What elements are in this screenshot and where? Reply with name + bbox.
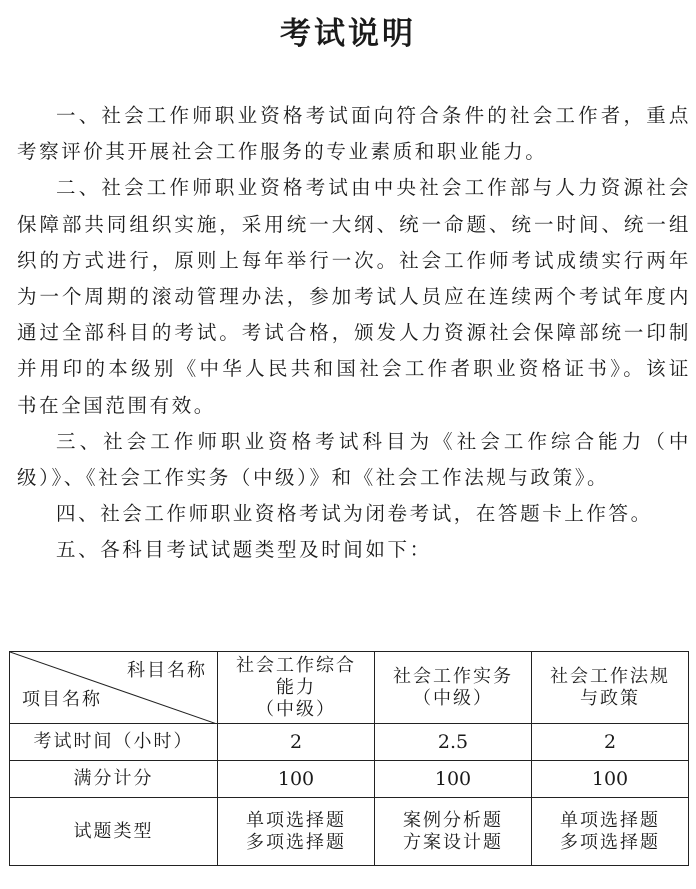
question-type-1-line2: 多项选择题	[246, 831, 346, 853]
document-body	[17, 98, 691, 569]
table-header-row	[10, 652, 689, 724]
table-row	[10, 798, 689, 866]
subject-1-line3: （中级）	[256, 698, 336, 720]
page-title: 考试说明	[280, 16, 416, 52]
header-item-label: 项目名称	[22, 689, 102, 710]
question-type-cell-1	[218, 798, 375, 866]
subject-2-line1: 社会工作实务	[393, 665, 513, 687]
subject-header-1	[218, 652, 375, 724]
subject-header-2	[375, 652, 532, 724]
exam-table	[9, 651, 689, 866]
question-type-1-line1: 单项选择题	[246, 809, 346, 831]
subject-1-line1: 社会工作综合	[236, 654, 356, 676]
table-row	[10, 724, 689, 761]
exam-time-value-3: 2	[532, 724, 689, 761]
full-score-value-2: 100	[375, 761, 532, 798]
question-type-2-line2: 方案设计题	[403, 831, 503, 853]
question-type-cell-3	[532, 798, 689, 866]
paragraph-3: 三、社会工作师职业资格考试科目为《社会工作综合能力（中级）》、《社会工作实务（中级）》和《社会工作法规与政策》。	[17, 429, 691, 490]
question-type-2-line1: 案例分析题	[403, 809, 503, 831]
paragraph-1: 一、社会工作师职业资格考试面向符合条件的社会工作者，重点考察评价其开展社会工作服务的专业素质和职业能力。	[17, 104, 691, 164]
paragraph-5: 五、各科目考试试题类型及时间如下：	[56, 538, 432, 562]
question-type-3-line1: 单项选择题	[560, 809, 660, 831]
paragraph-2: 二、社会工作师职业资格考试由中央社会工作部与人力资源社会保障部共同组织实施，采用统一大纲、统一命题、统一时间、统一组织的方式进行，原则上每年举行一次。社会工作师考试成绩实行两年为一个周期的滚动管理办法，参加考试人员应在连续两个考试年度内通过全部科目的考试。考试合格，颁发人力资源社会保障部统一印制并用印的本级别《中华人民共和国社会工作者职业资格证书》。该证书在全国范围有效。	[17, 176, 691, 417]
row-label-exam-time: 考试时间（小时）	[10, 724, 218, 761]
subject-header-3	[532, 652, 689, 724]
paragraph-4: 四、社会工作师职业资格考试为闭卷考试，在答题卡上作答。	[56, 502, 653, 526]
header-subject-label: 科目名称	[127, 660, 207, 681]
table-row	[10, 761, 689, 798]
row-label-question-type: 试题类型	[10, 798, 218, 866]
subject-3-line1: 社会工作法规	[550, 665, 670, 687]
subject-1-line2: 能力	[276, 676, 316, 698]
diagonal-header-cell	[10, 652, 218, 724]
subject-3-line2: 与政策	[580, 687, 640, 709]
question-type-3-line2: 多项选择题	[560, 831, 660, 853]
exam-time-value-2: 2.5	[375, 724, 532, 761]
subject-2-line2: （中级）	[413, 687, 493, 709]
row-label-full-score: 满分计分	[10, 761, 218, 798]
question-type-cell-2	[375, 798, 532, 866]
full-score-value-1: 100	[218, 761, 375, 798]
exam-time-value-1: 2	[218, 724, 375, 761]
full-score-value-3: 100	[532, 761, 689, 798]
